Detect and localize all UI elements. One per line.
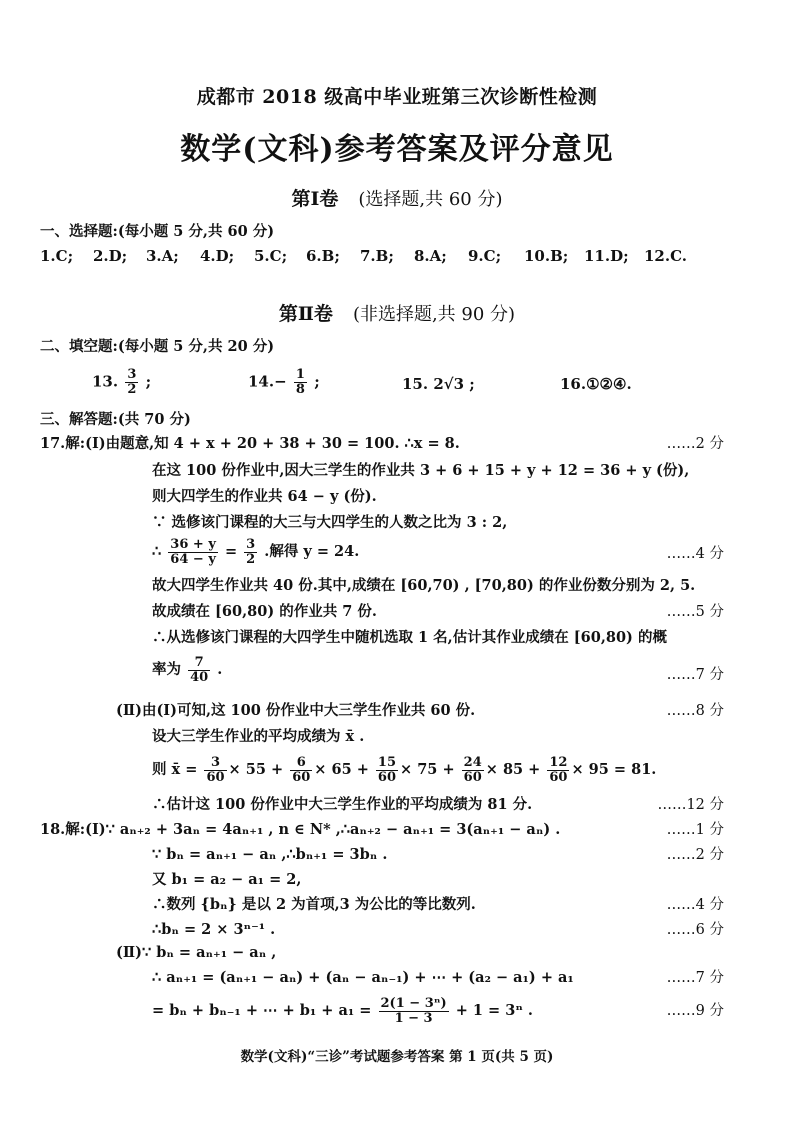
q17-line-8: ∴从选修该门课程的大四学生中随机选取 1 名,估计其作业成绩在 [60,80) 的概 bbox=[152, 629, 667, 646]
fraction-numerator: 12 bbox=[549, 754, 568, 770]
fraction-denominator: 60 bbox=[206, 769, 225, 785]
fraction-numerator: 24 bbox=[463, 754, 482, 770]
q18-line-5: ∴bₙ = 2 × 3ⁿ⁻¹ . bbox=[152, 921, 276, 938]
therefore-sign: ∴ bbox=[152, 543, 162, 560]
part1-name: 第Ⅰ卷 bbox=[291, 188, 339, 210]
choice-answer: 5.C; bbox=[254, 247, 288, 265]
solution-text: 率为 bbox=[152, 661, 181, 678]
part2-desc: (非选择题,共 90 分) bbox=[352, 304, 516, 325]
q18-part2-line-3 bbox=[152, 995, 533, 1027]
fraction-numerator: 7 bbox=[188, 656, 210, 671]
fraction-denominator: 60 bbox=[463, 769, 482, 785]
q17-part2-line-1: (Ⅱ)由(Ⅰ)可知,这 100 份作业中大三学生作业共 60 份. bbox=[116, 702, 476, 719]
solution-text: × 85 + bbox=[485, 761, 541, 778]
solution-text: × 75 + bbox=[400, 761, 455, 778]
fraction bbox=[188, 656, 210, 685]
q17-part2-line-3 bbox=[152, 754, 656, 786]
solution-text: × 65 + bbox=[314, 761, 369, 778]
fill-answer-13 bbox=[92, 368, 151, 397]
part1-heading bbox=[0, 184, 794, 211]
choice-answer: 7.B; bbox=[360, 247, 394, 265]
choice-answer: 8.A; bbox=[414, 247, 447, 265]
choice-answer: 1.C; bbox=[40, 247, 74, 265]
q17-score: ……8 分 bbox=[666, 703, 724, 719]
fraction bbox=[547, 756, 569, 785]
q18-score: ……1 分 bbox=[666, 822, 724, 838]
fill-header: 二、填空题:(每小题 5 分,共 20 分) bbox=[40, 338, 275, 355]
q17-line-7: 故成绩在 [60,80) 的作业共 7 份. bbox=[152, 603, 377, 620]
solution-text: = bₙ + bₙ₋₁ + ⋯ + b₁ + a₁ = bbox=[152, 1002, 372, 1019]
q17-part2-line-4: ∴估计这 100 份作业中大三学生作业的平均成绩为 81 分. bbox=[152, 796, 533, 813]
fraction-numerator: 36 + y bbox=[170, 536, 216, 552]
choice-answer: 10.B; bbox=[524, 247, 569, 265]
q18-score: ……4 分 bbox=[666, 897, 724, 913]
q17-line-3: 则大四学生的作业共 64 − y (份). bbox=[152, 488, 377, 505]
choice-answer: 3.A; bbox=[146, 247, 179, 265]
solution-text: . bbox=[217, 661, 223, 678]
choice-header: 一、选择题:(每小题 5 分,共 60 分) bbox=[40, 223, 275, 240]
fraction bbox=[204, 756, 226, 785]
solution-text: + 1 = 3ⁿ . bbox=[455, 1002, 533, 1019]
fraction bbox=[125, 368, 138, 397]
part2-name: 第Ⅱ卷 bbox=[278, 303, 333, 325]
choice-answer: 4.D; bbox=[200, 247, 235, 265]
fraction bbox=[244, 538, 257, 567]
fraction bbox=[290, 756, 312, 785]
fill-answer-15: 15. 2√3 ; bbox=[402, 375, 475, 393]
fraction-denominator: 60 bbox=[292, 769, 311, 785]
q17-score: ……2 分 bbox=[666, 436, 724, 452]
q18-line-4: ∴数列 {bₙ} 是以 2 为首项,3 为公比的等比数列. bbox=[152, 896, 476, 913]
fraction bbox=[379, 997, 449, 1026]
q17-line-4: ∵ 选修该门课程的大三与大四学生的人数之比为 3 : 2, bbox=[152, 514, 508, 531]
fill-tail: ; bbox=[145, 372, 152, 391]
fill-tail: ; bbox=[314, 372, 320, 391]
document-title: 数学(文科)参考答案及评分意见 bbox=[180, 132, 614, 167]
fraction-denominator: 64 − y bbox=[170, 551, 216, 567]
fraction-denominator: 8 bbox=[295, 382, 305, 397]
q18-line-1: 18.解:(Ⅰ)∵ aₙ₊₂ + 3aₙ = 4aₙ₊₁ , n ∈ N* ,∴aₙ₊₂ − aₙ₊₁ = 3(aₙ₊₁ − aₙ) . bbox=[40, 821, 561, 838]
page-footer: 数学(文科)“三诊”考试题参考答案 第 1 页(共 5 页) bbox=[240, 1049, 554, 1065]
equals-sign: = bbox=[224, 543, 238, 560]
q17-line-6: 故大四学生作业共 40 份.其中,成绩在 [60,70) , [70,80) 的作业份数分别为 2, 5. bbox=[152, 577, 696, 594]
q18-score: ……6 分 bbox=[666, 922, 724, 938]
fraction-denominator: 2 bbox=[246, 551, 256, 567]
solution-text: .解得 y = 24. bbox=[264, 543, 360, 560]
fraction-numerator: 15 bbox=[377, 754, 397, 770]
fill-label: 14.− bbox=[248, 372, 287, 391]
fraction bbox=[462, 756, 484, 785]
exam-title: 成都市 2018 级高中毕业班第三次诊断性检测 bbox=[196, 86, 598, 108]
fill-answer-14 bbox=[248, 368, 320, 397]
choice-answer: 6.B; bbox=[306, 247, 340, 265]
fraction-numerator: 3 bbox=[127, 367, 137, 382]
fill-answer-16: 16.①②④. bbox=[560, 375, 632, 393]
q17-line-1: 17.解:(Ⅰ)由题意,知 4 + x + 20 + 38 + 30 = 100. ∴x = 8. bbox=[40, 435, 460, 452]
fraction-denominator: 60 bbox=[549, 769, 568, 785]
fraction-denominator: 40 bbox=[190, 669, 209, 685]
q18-line-3: 又 b₁ = a₂ − a₁ = 2, bbox=[152, 871, 302, 888]
fraction bbox=[376, 756, 398, 785]
q18-score: ……2 分 bbox=[666, 847, 724, 863]
q18-line-2: ∵ bₙ = aₙ₊₁ − aₙ ,∴bₙ₊₁ = 3bₙ . bbox=[152, 846, 388, 863]
q17-score: ……4 分 bbox=[666, 546, 724, 562]
fraction-numerator: 3 bbox=[204, 756, 226, 771]
q17-line-2: 在这 100 份作业中,因大三学生的作业共 3 + 6 + 15 + y + 12 = 36 + y (份), bbox=[152, 462, 690, 479]
choice-answer: 12.C. bbox=[644, 247, 687, 265]
q18-part2-line-2: ∴ aₙ₊₁ = (aₙ₊₁ − aₙ) + (aₙ − aₙ₋₁) + ⋯ + (a₂ − a₁) + a₁ bbox=[152, 969, 574, 986]
fraction-numerator: 6 bbox=[290, 756, 312, 771]
fraction-numerator: 3 bbox=[246, 536, 256, 552]
fraction-denominator: 2 bbox=[127, 382, 137, 397]
fraction-denominator: 1 − 3 bbox=[394, 1010, 433, 1026]
solution-text: 则 x̄ = bbox=[152, 761, 198, 778]
q17-line-5 bbox=[152, 537, 359, 567]
solution-text: × 95 = 81. bbox=[571, 761, 657, 778]
part1-desc: (选择题,共 60 分) bbox=[358, 189, 503, 210]
part2-heading bbox=[0, 299, 794, 326]
q17-score: ……5 分 bbox=[666, 604, 724, 620]
choice-answer: 2.D; bbox=[93, 247, 128, 265]
q17-score: ……7 分 bbox=[666, 667, 724, 683]
solution-text: × 55 + bbox=[228, 761, 284, 778]
fraction bbox=[168, 538, 218, 567]
q17-part2-line-2: 设大三学生作业的平均成绩为 x̄ . bbox=[152, 728, 365, 745]
fraction-denominator: 60 bbox=[377, 769, 397, 785]
choice-answer: 9.C; bbox=[468, 247, 502, 265]
fill-label: 13. bbox=[92, 372, 119, 391]
q18-part2-line-1: (Ⅱ)∵ bₙ = aₙ₊₁ − aₙ , bbox=[116, 944, 277, 961]
q18-score: ……7 分 bbox=[666, 970, 724, 986]
fraction-numerator: 2(1 − 3ⁿ) bbox=[380, 995, 447, 1011]
fraction bbox=[294, 368, 307, 397]
q17-score: ……12 分 bbox=[657, 797, 724, 813]
choice-answer: 11.D; bbox=[584, 247, 629, 265]
q17-line-9 bbox=[152, 655, 222, 685]
q18-score: ……9 分 bbox=[666, 1003, 724, 1019]
solve-header: 三、解答题:(共 70 分) bbox=[40, 411, 191, 428]
fraction-numerator: 1 bbox=[295, 367, 305, 382]
